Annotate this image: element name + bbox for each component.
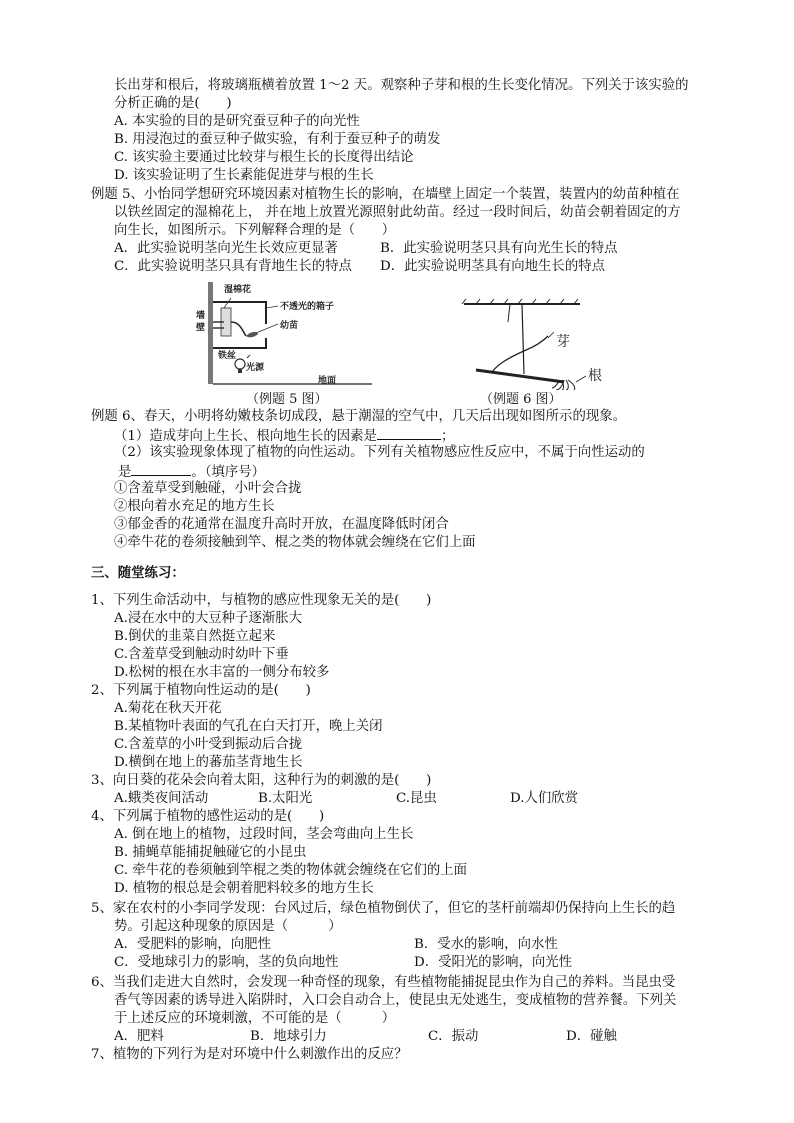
practice-6-question-cont: 香气等因素的诱导进入陷阱时，入口会自动合上，使昆虫无处逃生，变成植物的营养餐。下列关 xyxy=(114,993,677,1008)
practice-3-question: 3、向日葵的花朵会向着太阳，这种行为的刺激的是( ) xyxy=(91,773,432,788)
practice-4-question: 4、下列属于植物的感性运动的是( ) xyxy=(91,809,325,824)
figure-6-caption: （例题 6 图） xyxy=(480,392,562,407)
branch-segment xyxy=(476,370,564,382)
example-6-q1 xyxy=(114,426,454,445)
example-5-stem: 例题 5、小怡同学想研究环境因素对植物生长的影响，在墙壁上固定一个装置，装置内的幼苗种植在 xyxy=(91,187,680,202)
example-6-stem: 例题 6、春天，小明将幼嫩枝条切成段，悬于潮湿的空气中，几天后出现如图所示的现象。 xyxy=(91,409,627,424)
wall-shape xyxy=(208,282,213,384)
practice-4-option-a: A. 倒在地上的植物，过段时间，茎会弯曲向上生长 xyxy=(114,827,414,842)
practice-5-option-b: B．受水的影响，向水性 xyxy=(414,937,558,952)
practice-5-option-c: C．受地球引力的影响，茎的负向地性 xyxy=(114,955,339,970)
option-d: D. 该实验证明了生长素能促进芽与根的生长 xyxy=(114,168,374,183)
question-stem-line: 分析正确的是( ) xyxy=(114,96,232,111)
label-seedling: 幼苗 xyxy=(280,321,299,331)
practice-1-option-a: A.浸在水中的大豆种子逐渐胀大 xyxy=(114,611,303,626)
practice-6-question: 6、当我们走进大自然时，会发现一种奇怪的现象，有些植物能捕捉昆虫作为自己的养料。当昆虫受 xyxy=(91,975,676,990)
option-c: C. 该实验主要通过比较芽与根生长的长度得出结论 xyxy=(114,150,414,165)
label-root: 根 xyxy=(588,368,602,384)
example-5-option-b: B．此实验说明茎只具有向光生长的特点 xyxy=(380,241,618,256)
example-6-figure xyxy=(456,298,626,390)
practice-4-option-d: D. 植物的根总是会朝着肥料较多的地方生长 xyxy=(114,881,374,896)
question-stem-line: 长出芽和根后，将玻璃瓶横着放置 1～2 天。观察种子芽和根的生长变化情况。下列关于该实验的 xyxy=(114,78,689,93)
example-6-item-3: ③郁金香的花通常在温度升高时开放，在温度降低时闭合 xyxy=(114,517,449,532)
q1-text: （1）造成芽向上生长、根向地生长的因素是 xyxy=(114,429,377,444)
label-light: 光源 xyxy=(246,363,265,373)
label-wire: 铁丝 xyxy=(218,351,237,361)
practice-2-option-c: C.含羞草的小叶受到振动后合拢 xyxy=(114,737,303,752)
practice-5-question: 5、家在农村的小李同学发现：台风过后，绿色植物倒伏了，但它的茎杆前端却仍保持向上生长的趋 xyxy=(91,901,676,916)
example-5-option-d: D．此实验说明茎具有向地生长的特点 xyxy=(380,259,605,274)
example-5-option-a: A．此实验说明茎向光生长效应更显著 xyxy=(114,241,338,256)
practice-2-option-a: A.菊花在秋天开花 xyxy=(114,701,222,716)
example-5-option-c: C．此实验说明茎只具有背地生长的特点 xyxy=(114,259,352,274)
example-6-q2-cont xyxy=(118,462,265,481)
seedling-shape xyxy=(231,322,246,336)
label-bud: 芽 xyxy=(556,334,570,350)
practice-2-option-d: D.横倒在地上的蕃茄茎背地生长 xyxy=(114,755,303,770)
practice-5-option-a: A．受肥料的影响，向肥性 xyxy=(114,937,271,952)
q2-end: 。（填序号） xyxy=(191,465,266,480)
answer-blank-2[interactable] xyxy=(131,462,191,476)
practice-1-option-b: B.倒伏的韭菜自然挺立起来 xyxy=(114,629,276,644)
figure-5-caption: （例题 5 图） xyxy=(246,392,328,407)
practice-3-option-a: A.蛾类夜间活动 xyxy=(114,791,209,806)
label-wall: 墙 xyxy=(196,311,206,321)
example-6-item-1: ①含羞草受到触碰，小叶会合拢 xyxy=(114,481,302,496)
practice-7-question: 7、植物的下列行为是对环境中什么刺激作出的反应？ xyxy=(91,1047,408,1062)
practice-2-option-b: B.某植物叶表面的气孔在白天打开，晚上关闭 xyxy=(114,719,383,734)
practice-6-option-c: C．振动 xyxy=(428,1029,479,1044)
practice-4-option-b: B. 捕蝇草能捕捉触碰它的小昆虫 xyxy=(114,845,307,860)
example-5-stem: 以铁丝固定的湿棉花上， 并在地上放置光源照射此幼苗。经过一段时间后，幼苗会朝着固定的方 xyxy=(114,205,681,220)
practice-3-option-c: C.昆虫 xyxy=(396,791,437,806)
practice-5-option-d: D．受阳光的影响，向光性 xyxy=(414,955,573,970)
practice-1-option-d: D.松树的根在水丰富的一侧分布较多 xyxy=(114,665,330,680)
practice-3-option-d: D.人们欣赏 xyxy=(510,791,579,806)
practice-4-option-c: C. 牵牛花的卷须触到竿棍之类的物体就会缠绕在它们的上面 xyxy=(114,863,468,878)
example-6-item-4: ④牵牛花的卷须接触到竿、棍之类的物体就会缠绕在它们上面 xyxy=(114,535,476,550)
light-bulb-icon xyxy=(235,359,245,369)
label-ground: 地面 xyxy=(318,376,337,386)
example-5-stem: 向生长，如图所示。下列解释合理的是（ ） xyxy=(114,223,396,238)
option-b: B. 用浸泡过的蚕豆种子做实验，有利于蚕豆种子的萌发 xyxy=(114,132,441,147)
practice-1-question: 1、下列生命活动中，与植物的感应性现象无关的是( ) xyxy=(91,593,432,608)
option-a: A. 本实验的目的是研究蚕豆种子的向光性 xyxy=(114,114,360,129)
q1-end: ； xyxy=(440,429,455,444)
practice-6-option-a: A．肥料 xyxy=(114,1029,164,1044)
label-box: 不透光的箱子 xyxy=(280,302,335,312)
example-6-item-2: ②根向着水充足的地方生长 xyxy=(114,499,275,514)
bud-shape xyxy=(492,336,548,372)
label-cotton: 湿棉花 xyxy=(224,285,252,295)
practice-1-option-c: C.含羞草受到触动时幼叶下垂 xyxy=(114,647,289,662)
practice-6-option-b: B．地球引力 xyxy=(250,1029,327,1044)
example-5-figure xyxy=(196,278,376,390)
practice-2-question: 2、下列属于植物向性运动的是( ) xyxy=(91,683,311,698)
example-6-q2: （2）该实验现象体现了植物的向性运动。下列有关植物感应性反应中，不属于向性运动的 xyxy=(114,445,645,460)
hanging-string xyxy=(522,304,524,374)
practice-6-question-cont: 于上述反应的环境刺激，不可能的是（ ） xyxy=(114,1011,396,1026)
answer-blank-1[interactable] xyxy=(377,426,441,440)
practice-6-option-d: D．碰触 xyxy=(566,1029,617,1044)
section-heading: 三、随堂练习： xyxy=(91,566,185,581)
practice-3-option-b: B.太阳光 xyxy=(258,791,313,806)
label-wall: 壁 xyxy=(196,323,206,333)
practice-5-question-cont: 势。引起这种现象的原因是（ ） xyxy=(114,919,342,934)
q2-text: 是 xyxy=(118,465,132,480)
